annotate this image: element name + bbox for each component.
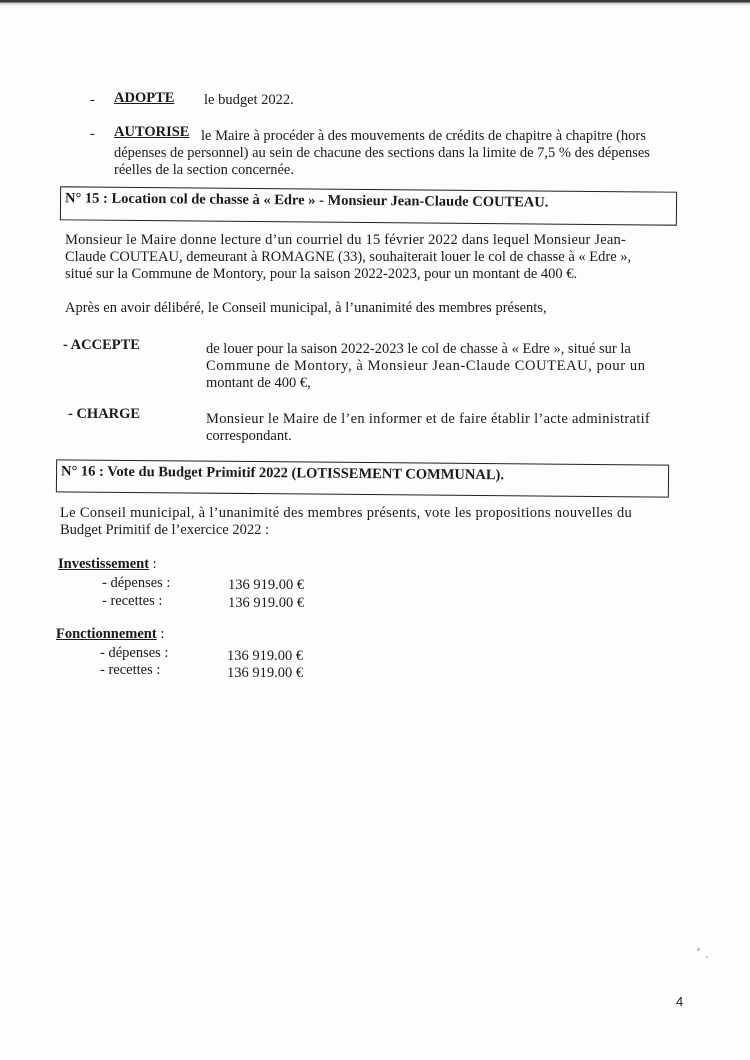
adopte-dash: - xyxy=(90,92,95,108)
section16-intro-line1: Le Conseil municipal, à l’unanimité des membres présents, vote les propositions nouvelles du xyxy=(60,505,633,521)
fonctionnement-depenses-value: 136 919.00 € xyxy=(227,648,304,664)
investissement-heading: Investissement xyxy=(58,556,150,572)
section15-intro-line3: situé sur la Commune de Montory, pour la saison 2022-2023, pour un montant de 400 €. xyxy=(65,266,578,282)
autorise-line3: réelles de la section concernée. xyxy=(114,162,294,178)
accepte-keyword: - ACCEPTE xyxy=(63,337,140,353)
investissement-heading-line xyxy=(58,556,157,572)
fonctionnement-colon: : xyxy=(156,626,165,642)
accepte-line1: de louer pour la saison 2022-2023 le col de chasse à « Edre », situé sur la xyxy=(206,341,631,357)
fonctionnement-heading-line xyxy=(56,626,164,642)
accepte-line2: Commune de Montory, à Monsieur Jean-Claude COUTEAU, pour un xyxy=(206,358,646,374)
accepte-line3: montant de 400 €, xyxy=(206,375,311,391)
autorise-line1: le Maire à procéder à des mouvements de crédits de chapitre à chapitre (hors xyxy=(201,128,646,144)
charge-keyword: - CHARGE xyxy=(68,406,141,422)
page-number: 4 xyxy=(676,994,684,1009)
scan-speck xyxy=(706,956,708,958)
section16-title-box xyxy=(56,459,669,497)
section15-title: N° 15 : Location col de chasse à « Edre » - Monsieur Jean-Claude COUTEAU. xyxy=(64,190,549,211)
scan-top-edge xyxy=(0,0,750,6)
section15-intro-line2: Claude COUTEAU, demeurant à ROMAGNE (33), souhaiterait louer le col de chasse à « Edre », xyxy=(65,249,632,265)
section16-intro-line2: Budget Primitif de l’exercice 2022 : xyxy=(60,522,269,538)
fonctionnement-heading: Fonctionnement xyxy=(56,626,157,642)
adopte-keyword: ADOPTE xyxy=(114,90,175,106)
scan-speck xyxy=(697,948,700,951)
autorise-keyword: AUTORISE xyxy=(114,124,190,140)
autorise-dash: - xyxy=(90,126,95,142)
section15-deliberation: Après en avoir délibéré, le Conseil municipal, à l’unanimité des membres présents, xyxy=(65,300,547,316)
fonctionnement-recettes-value: 136 919.00 € xyxy=(227,665,304,681)
autorise-line2: dépenses de personnel) au sein de chacune des sections dans la limite de 7,5 % des dépenses xyxy=(114,145,650,161)
investissement-depenses-value: 136 919.00 € xyxy=(228,577,305,593)
charge-line1: Monsieur le Maire de l’en informer et de faire établir l’acte administratif xyxy=(206,411,651,427)
section16-title: N° 16 : Vote du Budget Primitif 2022 (LOTISSEMENT COMMUNAL). xyxy=(60,463,505,484)
section15-intro-line1: Monsieur le Maire donne lecture d’un courriel du 15 février 2022 dans lequel Monsieur Jean- xyxy=(65,232,626,248)
adopte-text: le budget 2022. xyxy=(204,92,294,108)
fonctionnement-recettes-label: - recettes : xyxy=(100,662,161,678)
section15-title-box xyxy=(60,186,677,225)
investissement-depenses-label: - dépenses : xyxy=(102,575,171,591)
investissement-recettes-label: - recettes : xyxy=(102,593,163,609)
investissement-recettes-value: 136 919.00 € xyxy=(228,595,305,611)
charge-line2: correspondant. xyxy=(206,428,292,444)
investissement-colon: : xyxy=(149,556,157,572)
fonctionnement-depenses-label: - dépenses : xyxy=(100,645,169,661)
